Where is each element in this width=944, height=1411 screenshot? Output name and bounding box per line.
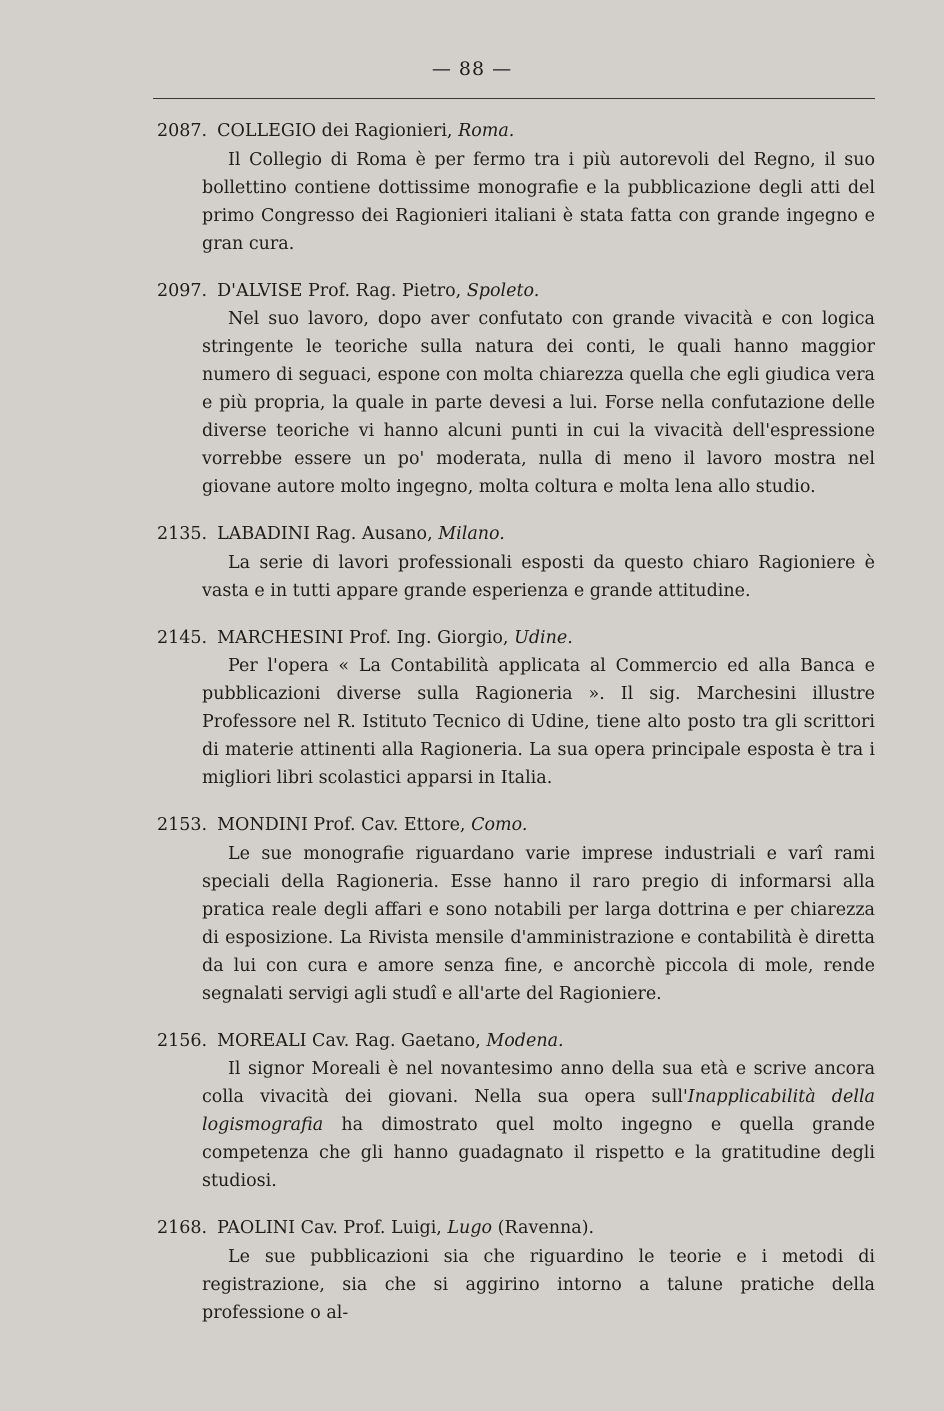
entry-name: LABADINI Rag. Ausano, bbox=[217, 524, 433, 544]
entry-text bbox=[202, 549, 875, 605]
entry-number: 2156. bbox=[157, 1030, 208, 1051]
entry bbox=[157, 521, 875, 605]
entry-heading bbox=[157, 118, 875, 146]
entry-number: 2168. bbox=[157, 1218, 208, 1238]
entry-name: COLLEGIO dei Ragionieri, bbox=[217, 121, 453, 141]
entry-heading bbox=[157, 521, 875, 549]
entry-number: 2087. bbox=[157, 121, 208, 141]
entry-number: 2145. bbox=[157, 627, 208, 648]
entry-heading bbox=[157, 1028, 875, 1056]
entry-city: Como. bbox=[471, 815, 528, 835]
entry-text bbox=[202, 1243, 875, 1327]
entry-city: Modena. bbox=[486, 1030, 564, 1051]
entries-list bbox=[157, 118, 875, 1347]
entry-heading bbox=[157, 625, 875, 653]
entry-text-before: Il signor Moreali è nel novantesimo anno della sua età e scrive ancora colla vivacità dei giovani. Nella sua opera sull' bbox=[202, 1059, 875, 1107]
entry-text-content: La serie di lavori professionali esposti da questo chiaro Ragioniere è vasta e in tutti appare grande esperienza e grande attitudine. bbox=[202, 552, 875, 601]
entry-text-content: Nel suo lavoro, dopo aver confutato con grande vivacità e con logica stringente le teoriche sulla natura dei conti, le quali hanno maggior numero di seguaci, espone con molta chiarezza quella che egli giudica vera e più propria, la quale in parte devesi a lui. Forse nella confutazione delle diverse teoriche vi hanno alcuni punti in cui la vivacità dell'espressione vorrebbe essere un po' moderata, nulla di meno il lavoro mostra nel giovane autore molto ingegno, molta coltura e molta lena allo studio. bbox=[202, 309, 875, 497]
entry-city: Spoleto. bbox=[466, 280, 540, 301]
entry bbox=[157, 1028, 875, 1196]
entry-text-content: Le sue pubblicazioni sia che riguardino le teorie e i metodi di registrazione, sia che si aggirino intorno a talune pratiche della professione o al- bbox=[202, 1246, 875, 1323]
entry-text-italic-title: Inapplicabilità della logismografia bbox=[202, 1087, 875, 1135]
entry-text bbox=[202, 305, 875, 501]
entry-text bbox=[202, 840, 875, 1008]
entry-name: PAOLINI Cav. Prof. Luigi, bbox=[217, 1218, 442, 1238]
entry-text-content: Il Collegio di Roma è per fermo tra i più autorevoli del Regno, il suo bollettino contiene dottissime monografie e la pubblicazione degli atti del primo Congresso dei Ragionieri italiani è stata fatta con grande ingegno e gran cura. bbox=[202, 149, 875, 254]
entry-city: Milano. bbox=[438, 524, 505, 544]
entry-heading bbox=[157, 812, 875, 840]
entry-text-after: ha dimostrato quel molto ingegno e quella grande competenza che gli hanno guadagnato il rispetto e la gratitudine degli studiosi. bbox=[202, 1115, 875, 1191]
entry bbox=[157, 812, 875, 1008]
entry-text bbox=[202, 146, 875, 258]
entry-name: D'ALVISE Prof. Rag. Pietro, bbox=[217, 280, 462, 301]
entry-text bbox=[202, 652, 875, 792]
entry-number: 2135. bbox=[157, 524, 208, 544]
entry-city: Udine. bbox=[514, 627, 573, 648]
entry bbox=[157, 278, 875, 502]
entry-text-content: Per l'opera « La Contabilità applicata al Commercio ed alla Banca e pubblicazioni diverse sulla Ragioneria ». Il sig. Marchesini illustre Professore nel R. Istituto Tecnico di Udine, tiene alto posto tra gli scrittori di materie attinenti alla Ragioneria. La sua opera principale esposta è tra i migliori libri scolastici apparsi in Italia. bbox=[202, 656, 875, 788]
entry-province: (Ravenna). bbox=[497, 1218, 595, 1238]
entry-number: 2097. bbox=[157, 280, 208, 301]
entry bbox=[157, 1215, 875, 1327]
page-number: — 88 — bbox=[431, 58, 513, 80]
entry-city: Lugo bbox=[447, 1218, 493, 1238]
entry-text-content: Le sue monografie riguardano varie imprese industriali e varî rami speciali della Ragioneria. Esse hanno il raro pregio di informarsi alla pratica reale degli affari e sono notabili per larga dottrina e per chiarezza di esposizione. La Rivista mensile d'amministrazione e contabilità è diretta da lui con cura e amore senza fine, e ancorchè piccola di mole, rende segnalati servigi agli studî e all'arte del Ragioniere. bbox=[202, 843, 875, 1004]
entry-text bbox=[202, 1055, 875, 1195]
entry-name: MONDINI Prof. Cav. Ettore, bbox=[217, 815, 466, 835]
entry bbox=[157, 625, 875, 793]
entry-heading bbox=[157, 1215, 875, 1243]
entry-name: MARCHESINI Prof. Ing. Giorgio, bbox=[217, 627, 509, 648]
entry-city: Roma. bbox=[458, 121, 515, 141]
entry bbox=[157, 118, 875, 258]
entry-heading bbox=[157, 278, 875, 306]
header-rule bbox=[153, 98, 875, 99]
entry-number: 2153. bbox=[157, 815, 208, 835]
entry-name: MOREALI Cav. Rag. Gaetano, bbox=[217, 1030, 481, 1051]
